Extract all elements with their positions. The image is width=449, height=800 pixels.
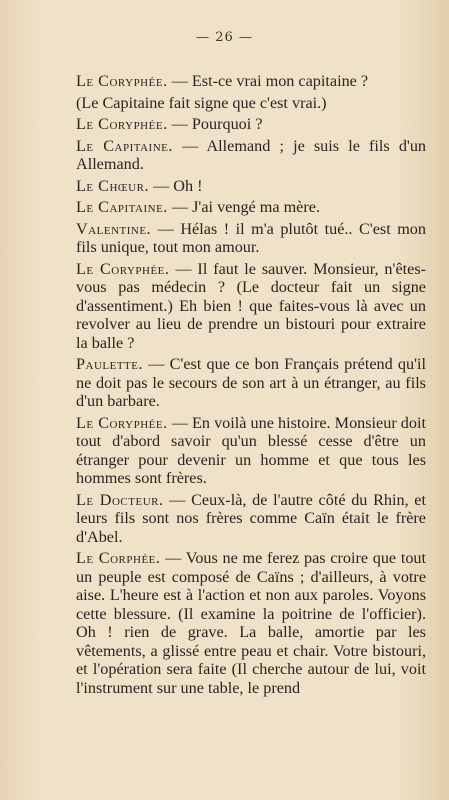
dialogue-text: — Il faut le sauver. Monsieur, n'êtes-vous pas médecin ? (Le docteur fait un signe d'assentiment.) Eh bien ! que faites-vous là avec un revolver au lieu de prendre un bistouri pour extraire la balle ? [76,259,427,352]
dialogue-text: — Pourquoi ? [171,115,263,133]
dialogue-paragraph [76,549,426,697]
dialogue-text: — Oh ! [153,176,203,195]
dialogue-text: — J'ai vengé ma mère. [171,198,320,216]
dialogue-text: — Vous ne me ferez pas croire que tout un peuple est composé de Caïns ; d'ailleurs, à votre aise. L'heure est à l'action et non aux paroles. Voyons cette blessure. (Il examine la poitrine de l'officier). Oh ! rien de grave. La balle, amortie par les vêtements, a glissé entre peau et chair. Votre bistouri, et l'opération sera faite (Il cherche autour de lui, voit l'instrument sur une table, le prend [76,549,427,697]
speaker-name: Le Capitaine. [76,198,168,216]
speaker-name: Le Docteur. [76,490,164,509]
dialogue-paragraph [76,72,426,91]
dialogue-paragraph [76,94,426,113]
dialogue-paragraph [76,260,426,353]
speaker-name: Le Coryphée. [76,72,168,90]
page-text [76,72,426,700]
dialogue-text: — En voilà une histoire. Monsieur doit tout d'abord savoir qu'un blessé cesse d'être un étranger pour devenir un homme et que tous les hommes sont frères. [76,413,426,487]
dialogue-paragraph [76,115,426,134]
speaker-name: Le Chœur. [76,176,150,195]
dialogue-text: — Hélas ! il m'a plutôt tué.. C'est mon fils unique, tout mon amour. [76,219,426,256]
dialogue-text: (Le Capitaine fait signe que c'est vrai.) [76,93,327,112]
dialogue-paragraph [76,491,426,547]
speaker-name: Valentine. [76,219,152,238]
speaker-name: Le Coryphée. [76,259,170,278]
dialogue-paragraph [76,198,426,217]
dialogue-paragraph [76,355,426,411]
speaker-name: Le Coryphée. [76,115,168,133]
page-number: — 26 — [196,30,253,45]
dialogue-paragraph [76,177,426,196]
dialogue-text: — Est-ce vrai mon capitaine ? [171,72,369,90]
dialogue-paragraph [76,220,426,257]
dialogue-paragraph [76,137,426,174]
speaker-name: Le Corphée. [76,549,161,567]
dialogue-text: — C'est que ce bon Français prétend qu'il ne doit pas le secours de son art à un étranger, au fils d'un barbare. [76,355,426,410]
dialogue-text: — Ceux-là, de l'autre côté du Rhin, et leurs fils sont nos frères comme Caïn était le frère d'Abel. [76,490,426,546]
speaker-name: Le Coryphée. [76,413,168,432]
speaker-name: Paulette. [76,355,144,373]
dialogue-text: — Allemand ; je suis le fils d'un Allemand. [76,136,427,173]
dialogue-paragraph [76,414,426,488]
speaker-name: Le Capitaine. [76,136,173,155]
